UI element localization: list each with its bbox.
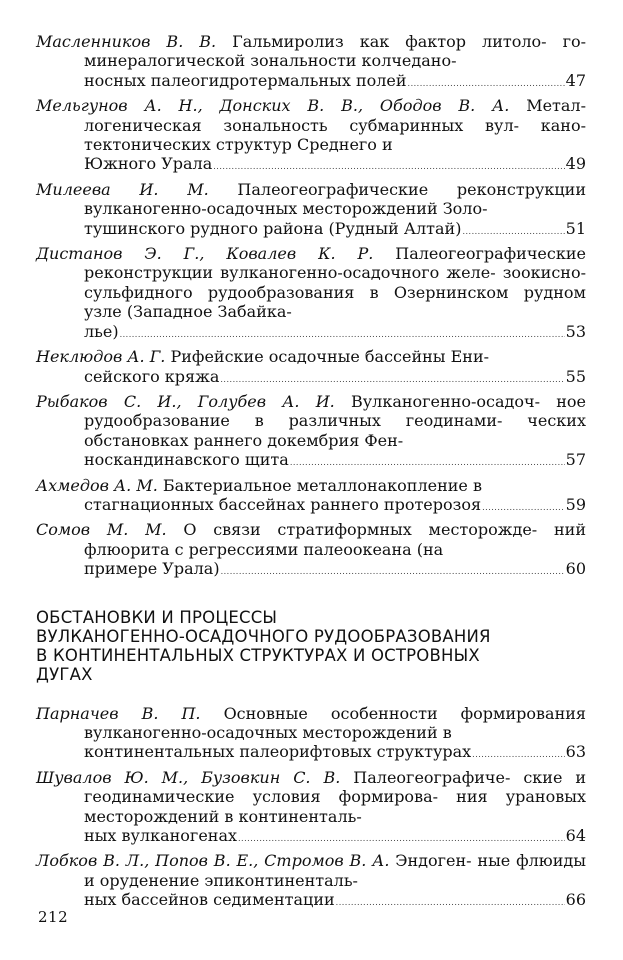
toc-last-line xyxy=(84,450,586,472)
toc-last-line xyxy=(84,890,586,912)
toc-title-line: го-минералогической зональности колчедано- xyxy=(84,32,586,71)
toc-title-end: стагнационных бассейнах раннего протерозоя xyxy=(84,494,482,514)
toc-title-line: Бактериальное металлонакопление в xyxy=(162,475,482,495)
toc-title-end: лье) xyxy=(84,321,119,341)
toc-authors: Парначев В. П. xyxy=(36,703,201,723)
toc-title-line: ния урановых месторождений в континенталь- xyxy=(84,787,586,826)
toc-title-end: континентальных палеорифтовых структурах xyxy=(84,742,472,762)
toc-entry xyxy=(36,476,586,518)
dot-leader xyxy=(462,222,564,241)
section-heading-line: ДУГАХ xyxy=(36,664,93,684)
toc-title-line: Основные особенности формирования xyxy=(223,703,587,723)
toc-entry-text xyxy=(36,180,586,218)
toc-authors: Мельгунов А. Н., Донских В. В., Ободов В. А. xyxy=(36,96,510,116)
toc-authors: Рыбаков С. И., Голубев А. И. xyxy=(36,391,335,411)
toc-authors: Ахмедов А. М. xyxy=(36,475,158,495)
section-heading-line: В КОНТИНЕНТАЛЬНЫХ СТРУКТУРАХ И ОСТРОВНЫХ xyxy=(36,645,480,665)
toc-last-line xyxy=(84,495,586,517)
toc-title-line: Палеогеографиче- xyxy=(353,767,511,787)
toc-page-number: 51 xyxy=(565,218,586,238)
page-number: 212 xyxy=(38,908,69,926)
toc-title-line: логеническая зональность субмаринных вул- xyxy=(84,115,520,135)
toc-title-line: Эндоген- xyxy=(395,851,472,871)
toc-page-number: 53 xyxy=(565,321,586,341)
toc-page-number: 47 xyxy=(565,70,586,90)
toc-entry xyxy=(36,768,586,849)
toc-title-end: тушинского рудного района (Рудный Алтай) xyxy=(84,218,462,238)
toc-page-number: 60 xyxy=(565,559,586,579)
toc-title-line: О связи стратиформных месторожде- xyxy=(183,520,538,540)
toc-page-number: 66 xyxy=(565,890,586,910)
toc-title-line: ческих обстановках раннего докембрия Фен- xyxy=(84,411,586,450)
dot-leader xyxy=(336,893,565,912)
dot-leader xyxy=(213,157,564,176)
toc-title-end: носкандинавского щита xyxy=(84,450,289,470)
toc-authors: Шувалов Ю. М., Бузовкин С. В. xyxy=(36,767,341,787)
toc-entry xyxy=(36,96,586,177)
toc-title-line: вулканогенно-осадочных месторождений в xyxy=(84,722,452,742)
toc-title-end: примере Урала) xyxy=(84,559,220,579)
toc-page-number: 59 xyxy=(565,494,586,514)
toc-entry xyxy=(36,392,586,473)
section-heading xyxy=(36,608,586,684)
toc-entry xyxy=(36,244,586,344)
toc-title-line: ний флюорита с регрессиями палеоокеана (на xyxy=(84,520,586,559)
toc-last-line xyxy=(84,154,586,176)
toc-last-line xyxy=(84,742,586,764)
toc-last-line xyxy=(84,322,586,344)
toc-title-line: ное рудообразование в различных геодинами- xyxy=(84,391,587,431)
dot-leader xyxy=(482,498,565,517)
toc-page-number: 55 xyxy=(565,366,586,386)
toc-authors: Сомов М. М. xyxy=(36,520,167,540)
toc-entry-text xyxy=(36,347,489,366)
toc-page-number: 63 xyxy=(565,742,586,762)
toc-entry-text xyxy=(36,244,586,321)
toc-title-end: Южного Урала xyxy=(84,154,213,174)
section-heading-line: ВУЛКАНОГЕННО-ОСАДОЧНОГО РУДООБРАЗОВАНИЯ xyxy=(36,626,491,646)
toc-title-line: зоокисно-сульфидного рудообразования в xyxy=(84,263,587,302)
dot-leader xyxy=(220,370,564,389)
toc-title-line: вулканогенно-осадочных месторождений Золо- xyxy=(84,199,488,219)
dot-leader xyxy=(472,745,564,764)
toc-authors: Милеева И. М. xyxy=(36,179,209,199)
toc-authors: Неклюдов А. Г. xyxy=(36,347,166,367)
toc-title-line: Рифейские осадочные бассейны Ени- xyxy=(170,347,490,367)
toc-title-line: кано-тектонических структур Среднего и xyxy=(84,115,587,155)
contents-list-a xyxy=(36,32,586,582)
toc-entry-text xyxy=(36,476,482,495)
contents-page xyxy=(36,32,586,916)
toc-entry xyxy=(36,520,586,581)
toc-page-number: 57 xyxy=(565,450,586,470)
toc-title-end: ных вулканогенах xyxy=(84,826,238,845)
toc-authors: Дистанов Э. Г., Ковалев К. Р. xyxy=(36,244,374,264)
toc-last-line xyxy=(84,219,586,241)
toc-title-end: ных бассейнов седиментации xyxy=(84,890,335,910)
toc-title-line: Палеогеографические реконструкции xyxy=(237,179,586,199)
dot-leader xyxy=(120,325,565,344)
dot-leader xyxy=(290,453,565,472)
toc-page-number: 49 xyxy=(565,154,586,174)
toc-entry xyxy=(36,347,586,389)
toc-entry-text xyxy=(36,768,586,826)
toc-last-line xyxy=(84,559,586,581)
toc-title-end: сейского кряжа xyxy=(84,366,220,386)
toc-last-line xyxy=(84,71,586,93)
toc-entry-text xyxy=(36,520,586,558)
toc-last-line xyxy=(84,826,586,848)
toc-entry-text xyxy=(36,96,586,154)
section-heading-line: ОБСТАНОВКИ И ПРОЦЕССЫ xyxy=(36,607,278,627)
toc-title-line: ные флюиды и оруденение эпиконтиненталь- xyxy=(84,851,586,890)
toc-entry-text xyxy=(36,704,586,742)
toc-title-end: носных палеогидротермальных полей xyxy=(84,70,407,90)
toc-title-line: ские и геодинамические условия формирова- xyxy=(84,767,587,807)
toc-entry-text xyxy=(36,392,586,450)
toc-title-line: реконструкции вулканогенно-осадочного желе- xyxy=(84,263,496,283)
toc-title-line: Палеогеографические xyxy=(395,244,586,264)
dot-leader xyxy=(238,829,565,848)
toc-entry xyxy=(36,180,586,241)
toc-title-line: Озернинском рудном узле (Западное Забайка- xyxy=(84,282,586,322)
toc-last-line xyxy=(84,367,586,389)
toc-entry xyxy=(36,704,586,765)
contents-list-b xyxy=(36,704,586,913)
toc-authors: Масленников В. В. xyxy=(36,32,217,51)
toc-entry-text xyxy=(36,32,586,70)
toc-title-line: Метал- xyxy=(526,96,586,116)
toc-entry xyxy=(36,32,586,93)
toc-entry-text xyxy=(36,851,586,889)
dot-leader xyxy=(408,74,565,93)
toc-entry xyxy=(36,851,586,912)
toc-page-number: 64 xyxy=(565,826,586,845)
toc-title-line: Вулканогенно-осадоч- xyxy=(351,391,540,411)
toc-title-line: Гальмиролиз как фактор литоло- xyxy=(232,32,547,51)
toc-authors: Лобков В. Л., Попов В. Е., Стромов В. А. xyxy=(36,851,390,871)
dot-leader xyxy=(221,562,565,581)
